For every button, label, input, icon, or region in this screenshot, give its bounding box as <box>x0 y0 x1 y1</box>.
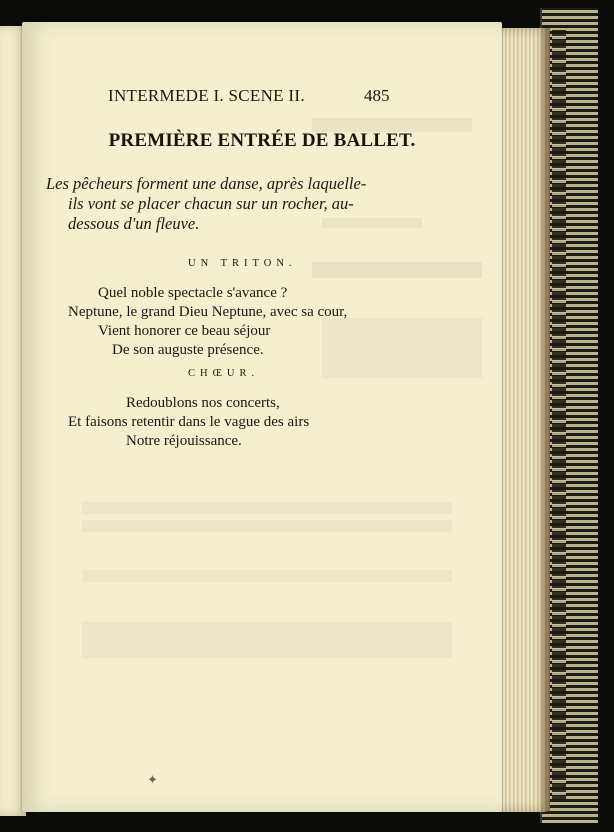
show-through <box>312 262 482 278</box>
show-through <box>82 570 452 582</box>
show-through <box>82 622 452 658</box>
verse-line: Quel noble spectacle s'avance ? <box>98 285 288 301</box>
verse-line: Redoublons nos concerts, <box>126 395 280 411</box>
stage-direction <box>46 174 406 234</box>
stage-direction-line: dessous d'un fleuve. <box>68 214 200 233</box>
binding-pattern <box>552 30 566 800</box>
chorus-label: CHŒUR. <box>188 368 260 379</box>
page-edges <box>498 28 550 812</box>
show-through <box>82 502 452 514</box>
show-through <box>322 318 482 378</box>
verse-line: Neptune, le grand Dieu Neptune, avec sa cour, <box>68 304 348 320</box>
verse-line: Et faisons retentir dans le vague des airs <box>68 414 310 430</box>
verse-line: De son auguste présence. <box>112 342 264 358</box>
stage-direction-line: Les pêcheurs forment une danse, après laquelle- <box>46 174 367 193</box>
stage-direction-line: ils vont se placer chacun sur un rocher, au- <box>68 194 354 213</box>
speaker-name: UN TRITON. <box>188 258 297 269</box>
verse-line: Vient honorer ce beau séjour <box>98 323 271 339</box>
running-head: INTERMEDE I. SCENE II. <box>108 86 305 105</box>
verse-line: Notre réjouissance. <box>126 433 242 449</box>
section-title: PREMIÈRE ENTRÉE DE BALLET. <box>108 130 416 151</box>
show-through <box>82 520 452 532</box>
ink-mark: ✦ <box>147 773 158 788</box>
page-number: 485 <box>364 86 390 105</box>
